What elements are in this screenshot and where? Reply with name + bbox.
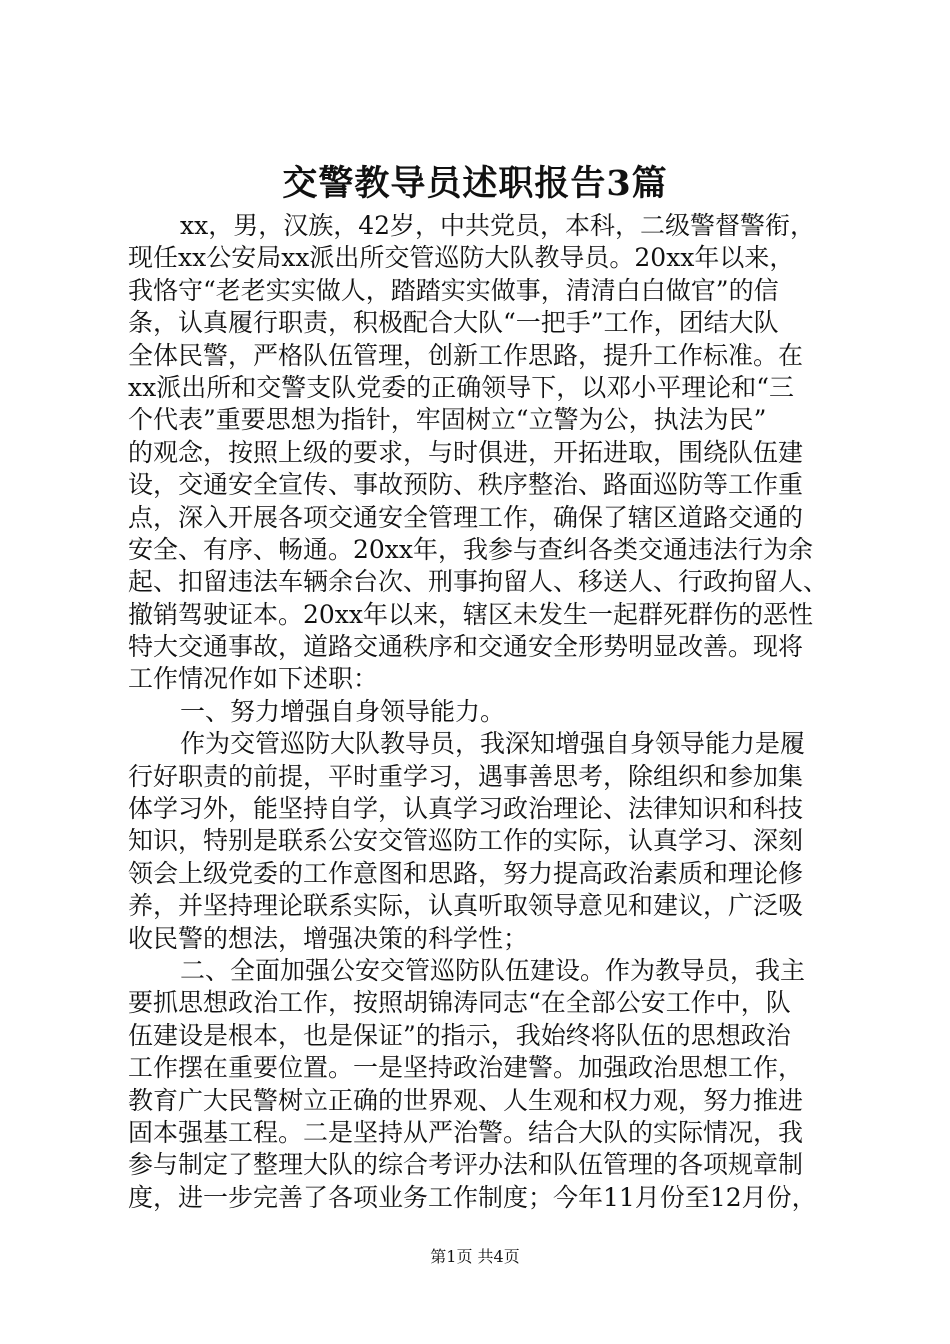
document-body bbox=[128, 210, 828, 1214]
text-line: 点，深入开展各项交通安全管理工作，确保了辖区道路交通的 bbox=[128, 502, 804, 532]
text-line: xx，男，汉族，42岁，中共党员，本科，二级警督警衔， bbox=[180, 211, 816, 240]
text-line: 参与制定了整理大队的综合考评办法和队伍管理的各项规章制 bbox=[128, 1150, 804, 1180]
text-line: 收民警的想法，增强决策的科学性； bbox=[128, 923, 529, 953]
text-line: 工作情况作如下述职： bbox=[128, 664, 379, 694]
text-line: 起、扣留违法车辆余台次、刑事拘留人、移送人、行政拘留人、 bbox=[128, 567, 828, 597]
text-line: 现任xx公安局xx派出所交管巡防大队教导员。20xx年以来， bbox=[128, 243, 795, 273]
text-line: 体学习外，能坚持自学，认真学习政治理论、法律知识和科技 bbox=[128, 794, 804, 824]
text-line: 伍建设是根本，也是保证”的指示，我始终将队伍的思想政治 bbox=[128, 1020, 791, 1050]
text-line: 知识，特别是联系公安交管巡防工作的实际，认真学习、深刻 bbox=[128, 826, 804, 856]
text-line: 行好职责的前提，平时重学习，遇事善思考，除组织和参加集 bbox=[128, 761, 804, 791]
text-line: 撤销驾驶证本。20xx年以来，辖区未发生一起群死群伤的恶性 bbox=[128, 599, 814, 629]
text-line: 度，进一步完善了各项业务工作制度；今年11月份至12月份， bbox=[128, 1182, 817, 1212]
document-title: 交警教导员述职报告3篇 bbox=[282, 163, 668, 204]
section-heading: 一、努力增强自身领导能力。 bbox=[180, 696, 506, 726]
text-line: 全体民警，严格队伍管理，创新工作思路，提升工作标准。在 bbox=[128, 340, 804, 370]
text-line: 领会上级党委的工作意图和思路，努力提高政治素质和理论修 bbox=[128, 858, 804, 888]
text-line: 的观念，按照上级的要求，与时俱进，开拓进取，围绕队伍建 bbox=[128, 437, 804, 467]
text-line: 个代表”重要思想为指针，牢固树立“立警为公，执法为民” bbox=[128, 405, 767, 435]
text-line: xx派出所和交警支队党委的正确领导下，以邓小平理论和“三 bbox=[128, 372, 794, 402]
text-line: 条，认真履行职责，积极配合大队“一把手”工作，团结大队 bbox=[128, 308, 779, 338]
text-line: 设，交通安全宣传、事故预防、秩序整治、路面巡防等工作重 bbox=[128, 470, 804, 500]
section-heading: 二、全面加强公安交管巡防队伍建设。作为教导员，我主 bbox=[180, 955, 806, 985]
page-footer: 第1页 共4页 bbox=[430, 1247, 520, 1266]
text-line: 养，并坚持理论联系实际，认真听取领导意见和建议，广泛吸 bbox=[128, 891, 804, 921]
text-line: 安全、有序、畅通。20xx年，我参与查纠各类交通违法行为余 bbox=[128, 534, 814, 564]
text-line: 工作摆在重要位置。一是坚持政治建警。加强政治思想工作， bbox=[128, 1053, 804, 1083]
text-line: 教育广大民警树立正确的世界观、人生观和权力观，努力推进 bbox=[128, 1085, 804, 1115]
text-line: 作为交管巡防大队教导员，我深知增强自身领导能力是履 bbox=[180, 729, 806, 759]
text-line: 固本强基工程。二是坚持从严治警。结合大队的实际情况，我 bbox=[128, 1117, 804, 1147]
text-line: 我恪守“老老实实做人，踏踏实实做事，清清白白做官”的信 bbox=[128, 275, 779, 305]
text-line: 特大交通事故，道路交通秩序和交通安全形势明显改善。现将 bbox=[128, 632, 804, 662]
text-line: 要抓思想政治工作，按照胡锦涛同志“在全部公安工作中，队 bbox=[128, 988, 791, 1018]
